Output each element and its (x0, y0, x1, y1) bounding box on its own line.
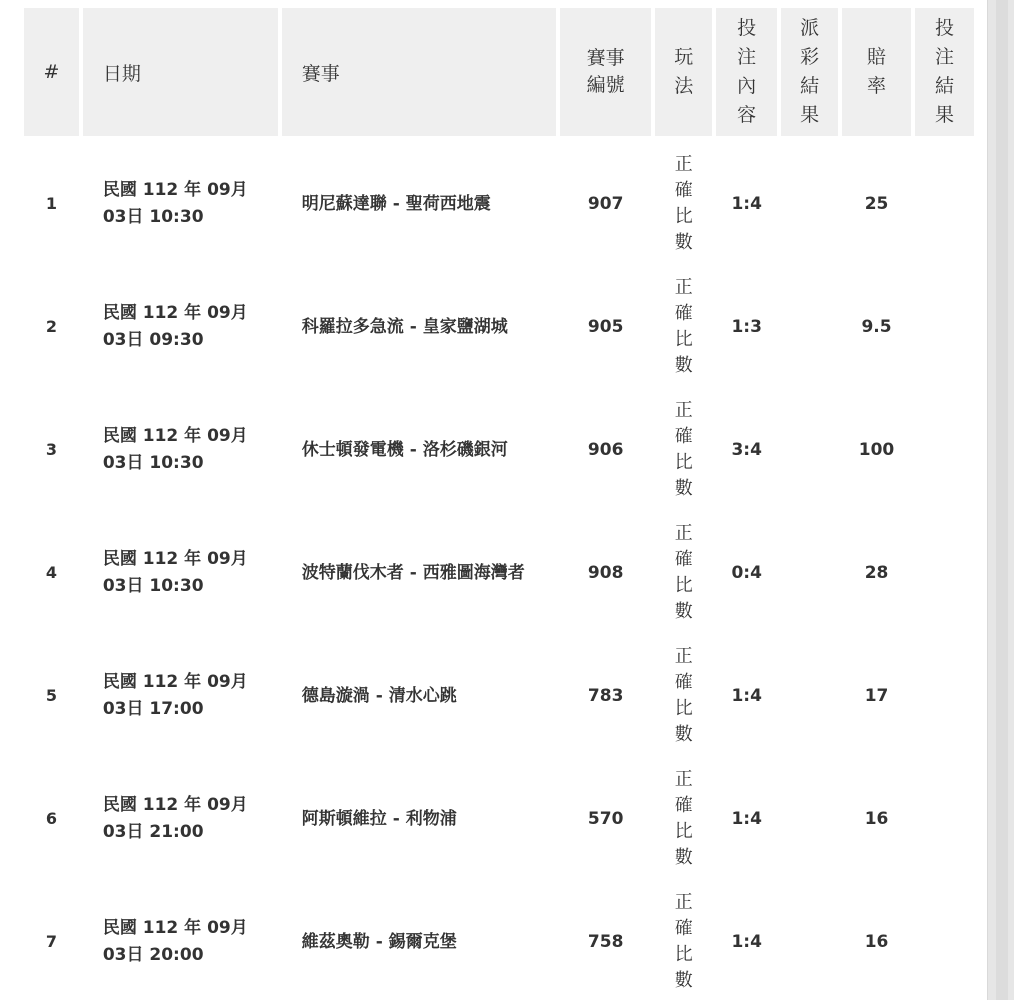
row-odds: 28 (842, 511, 911, 634)
row-bet-content: 3:4 (716, 388, 777, 511)
header-match-id-label: 賽事編號 (586, 47, 625, 96)
row-bet-content: 1:4 (716, 136, 777, 265)
row-payout-result (781, 757, 838, 880)
row-bet-content: 1:4 (716, 634, 777, 757)
row-bet-content: 1:3 (716, 265, 777, 388)
row-play-type (655, 265, 712, 388)
table-row (24, 511, 974, 634)
table-row (24, 265, 974, 388)
row-play-type-label: 正確比數 (674, 645, 693, 745)
bet-history-table (20, 8, 978, 1000)
scrollbar-thumb[interactable] (996, 0, 1008, 1000)
table-row (24, 634, 974, 757)
row-date-line2: 03日 10:30 (102, 206, 204, 227)
row-match-id: 908 (560, 511, 651, 634)
row-date-line2: 03日 20:00 (102, 944, 204, 965)
row-date (83, 511, 278, 634)
row-play-type (655, 136, 712, 265)
row-play-type-label: 正確比數 (674, 276, 693, 376)
row-bet-result (915, 388, 974, 511)
row-bet-content: 0:4 (716, 511, 777, 634)
header-odds (842, 8, 911, 136)
row-bet-result (915, 511, 974, 634)
row-play-type (655, 757, 712, 880)
row-date-line2: 03日 10:30 (102, 575, 204, 596)
row-match-id: 907 (560, 136, 651, 265)
row-payout-result (781, 880, 838, 1000)
header-num: # (24, 8, 79, 136)
row-payout-result (781, 265, 838, 388)
row-play-type-label: 正確比數 (674, 522, 693, 622)
row-match: 科羅拉多急流 - 皇家鹽湖城 (282, 265, 556, 388)
row-date-line2: 03日 21:00 (102, 821, 204, 842)
row-num: 1 (24, 136, 79, 265)
table-row (24, 136, 974, 265)
row-num: 7 (24, 880, 79, 1000)
row-bet-result (915, 880, 974, 1000)
table-row (24, 388, 974, 511)
row-match: 維茲奧勒 - 錫爾克堡 (282, 880, 556, 1000)
table-row (24, 880, 974, 1000)
row-payout-result (781, 634, 838, 757)
row-bet-content: 1:4 (716, 880, 777, 1000)
row-num: 5 (24, 634, 79, 757)
row-odds: 25 (842, 136, 911, 265)
row-match-id: 758 (560, 880, 651, 1000)
row-date (83, 265, 278, 388)
row-num: 6 (24, 757, 79, 880)
table-row (24, 757, 974, 880)
row-bet-content: 1:4 (716, 757, 777, 880)
row-bet-result (915, 136, 974, 265)
row-date-line2: 03日 09:30 (102, 329, 204, 350)
vertical-scrollbar[interactable] (987, 0, 1014, 1000)
row-match: 波特蘭伐木者 - 西雅圖海灣者 (282, 511, 556, 634)
row-play-type (655, 511, 712, 634)
header-bet-content-label: 投注內容 (737, 17, 757, 126)
row-match-id: 783 (560, 634, 651, 757)
row-bet-result (915, 757, 974, 880)
row-date-line1: 民國 112 年 09月 (102, 425, 248, 446)
header-odds-label: 賠率 (867, 46, 887, 97)
row-num: 3 (24, 388, 79, 511)
row-payout-result (781, 136, 838, 265)
row-date (83, 880, 278, 1000)
row-match: 休士頓發電機 - 洛杉磯銀河 (282, 388, 556, 511)
header-match: 賽事 (282, 8, 556, 136)
row-date-line1: 民國 112 年 09月 (102, 671, 248, 692)
row-bet-result (915, 265, 974, 388)
row-play-type-label: 正確比數 (674, 153, 693, 253)
row-play-type-label: 正確比數 (674, 399, 693, 499)
row-play-type-label: 正確比數 (674, 891, 693, 991)
row-match: 明尼蘇達聯 - 聖荷西地震 (282, 136, 556, 265)
header-bet-content (716, 8, 777, 136)
row-date-line1: 民國 112 年 09月 (102, 794, 248, 815)
table-body (24, 136, 974, 1000)
row-date-line1: 民國 112 年 09月 (102, 548, 248, 569)
row-odds: 16 (842, 880, 911, 1000)
row-odds: 16 (842, 757, 911, 880)
row-payout-result (781, 388, 838, 511)
header-play-type-label: 玩法 (674, 46, 694, 97)
row-match-id: 906 (560, 388, 651, 511)
row-payout-result (781, 511, 838, 634)
row-match: 德島漩渦 - 清水心跳 (282, 634, 556, 757)
row-odds: 9.5 (842, 265, 911, 388)
row-match-id: 570 (560, 757, 651, 880)
header-row (24, 8, 974, 136)
row-date (83, 388, 278, 511)
row-date-line2: 03日 10:30 (102, 452, 204, 473)
row-play-type (655, 880, 712, 1000)
row-match: 阿斯頓維拉 - 利物浦 (282, 757, 556, 880)
table-header (24, 8, 974, 136)
row-bet-result (915, 634, 974, 757)
row-date-line1: 民國 112 年 09月 (102, 302, 248, 323)
row-date (83, 136, 278, 265)
row-play-type-label: 正確比數 (674, 768, 693, 868)
row-odds: 100 (842, 388, 911, 511)
header-bet-result-label: 投注結果 (935, 17, 955, 126)
header-play-type (655, 8, 712, 136)
header-bet-result (915, 8, 974, 136)
row-num: 4 (24, 511, 79, 634)
row-date-line2: 03日 17:00 (102, 698, 204, 719)
row-date (83, 634, 278, 757)
row-date-line1: 民國 112 年 09月 (102, 179, 248, 200)
row-num: 2 (24, 265, 79, 388)
header-payout-result-label: 派彩結果 (800, 17, 820, 126)
row-match-id: 905 (560, 265, 651, 388)
row-date (83, 757, 278, 880)
row-play-type (655, 388, 712, 511)
row-play-type (655, 634, 712, 757)
header-payout-result (781, 8, 838, 136)
row-odds: 17 (842, 634, 911, 757)
header-date: 日期 (83, 8, 278, 136)
header-match-id (560, 8, 651, 136)
row-date-line1: 民國 112 年 09月 (102, 917, 248, 938)
